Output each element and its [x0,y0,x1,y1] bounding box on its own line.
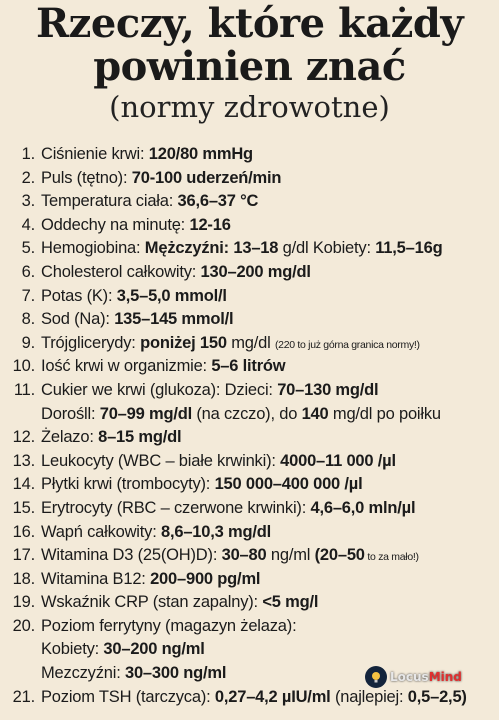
list-item [0,379,499,403]
item-value: Mężczyźni: 13–18 [144,239,279,258]
item-text [41,332,420,358]
item-text [41,544,419,570]
item-text [41,237,442,261]
list-item [0,261,499,285]
brain-logo-icon [365,666,387,688]
item-text [41,379,378,403]
item-label: Cholesterol całkowity: [41,262,201,281]
item-label: Potas (K): [41,286,117,305]
item-label: Hemogiobina: [41,239,145,258]
item-value: 4,6–6,0 mln/µl [310,498,416,517]
item-number: 16. [12,522,35,541]
item-number: 20. [12,616,35,635]
item-value: 5–6 litrów [211,357,286,376]
item-mid: (na czczo), do [191,404,302,423]
item-note: to za mało!) [364,551,419,564]
item-value2: 11,5–16g [375,239,443,258]
item-value: 12-16 [189,215,231,234]
list-item [0,167,499,191]
item-number: 1. [21,145,35,163]
list-item [0,638,499,662]
item-text [41,143,253,167]
item-text [41,568,260,592]
item-label: Puls (tętno): [41,168,132,187]
list-item [0,143,499,167]
item-number: 7. [21,286,35,305]
item-label: Kobiety: [41,640,104,659]
item-value: 30–200 ng/ml [103,640,205,659]
item-value: 4000–11 000 /µl [280,451,396,470]
item-label: Oddechy na minutę: [41,215,190,234]
item-text [41,473,363,497]
watermark-brand [390,670,462,684]
item-unit: ng/ml [266,546,315,565]
item-text [41,167,281,191]
list-item [0,473,499,497]
watermark-brand-a: Locus [390,670,429,684]
item-number: 13. [12,451,35,470]
item-text [41,521,271,545]
item-value: 130–200 mg/dl [200,262,311,281]
item-value: 200–900 pg/ml [150,569,261,588]
list-item [0,450,499,474]
item-label: Mezczyźni: [41,664,125,683]
item-value: 70–130 mg/dl [277,380,379,399]
list-item [0,403,499,427]
item-number: 4. [21,215,35,234]
item-value: 36,6–37 °C [177,192,259,211]
item-text [41,190,258,214]
item-text [41,308,233,332]
item-value: 150 000–400 000 /µl [214,475,363,494]
list-item [0,686,499,710]
item-number: 10. [12,357,35,376]
item-value: 3,5–5,0 mmol/l [116,286,227,305]
list-item [0,521,499,545]
item-number: 21. [12,687,35,706]
item-number: 18. [12,569,35,588]
item-label: Wskaźnik CRP (stan zapalny): [41,593,263,612]
watermark-brand-b: Mind [428,670,462,684]
item-value: 120/80 mmHg [148,145,253,163]
list-item [0,544,499,568]
item-label: Witamina B12: [41,569,151,588]
list-item [0,426,499,450]
list-item [0,615,499,639]
item-value: 70-100 uderzeń/min [131,168,282,187]
item-value: 135–145 mmol/l [114,310,234,329]
item-label: Trójglicerydy: [41,333,141,352]
title-line-1: Rzeczy, które każdy [35,0,464,47]
item-label: Erytrocyty (RBC – czerwone krwinki): [41,498,311,517]
item-text [41,403,441,427]
item-text [41,662,226,686]
title-line-2: powinien znać [93,43,406,90]
item-unit: g/dl Kobiety: [278,239,376,258]
item-text [41,450,396,474]
item-text [41,285,227,309]
item-label: Poziom TSH (tarczyca): [41,687,215,706]
item-text [41,355,285,379]
item-text [41,615,296,639]
item-label: Ciśnienie krwi: [41,145,149,163]
item-text [41,591,318,615]
item-number: 2. [21,168,35,187]
item-value: 8,6–10,3 mg/dl [160,522,271,541]
list-item [0,591,499,615]
list-item [0,568,499,592]
item-number: 12. [12,428,35,447]
list-item [0,497,499,521]
item-value: 70–99 mg/dl [99,404,192,423]
item-label: Temperatura ciała: [41,192,178,211]
item-value2: 0,5–2,5) [407,687,467,706]
item-label: Wapń całkowity: [41,522,161,541]
item-label: Iość krwi w organizmie: [41,357,212,376]
item-unit: mg/dl [226,333,275,352]
item-label: Witamina D3 (25(OH)D): [41,546,222,565]
item-number: 9. [21,333,35,352]
item-text [41,686,467,710]
item-text [41,426,181,450]
item-value: poniżej 150 [140,333,227,352]
item-value: 30–300 ng/ml [124,664,227,683]
list-item [0,214,499,238]
item-tail: mg/dl po poiłku [328,404,441,423]
list-item [0,190,499,214]
item-label: Dorośll: [41,404,100,423]
item-text [41,214,231,238]
item-number: 15. [12,498,35,517]
item-label: Żelazo: [41,428,99,447]
norms-list [0,143,499,709]
item-number: 8. [21,310,35,329]
item-value2: 140 [301,404,329,423]
item-unit: (najlepiej: [330,687,408,706]
list-item [0,355,499,379]
page-subtitle: (normy zdrowotne) [109,90,390,124]
item-number: 14. [12,475,35,494]
page-title [0,2,499,88]
item-text [41,638,205,662]
item-note: (220 to już górna granica normy!) [274,338,420,351]
item-number: 11. [13,380,35,399]
item-text [41,261,311,285]
item-label: Poziom ferrytyny (magazyn żelaza): [41,616,297,635]
item-number: 19. [12,593,35,612]
item-value: 8–15 mg/dl [98,428,182,447]
item-value: 30–80 [221,546,267,565]
item-number: 6. [21,262,35,281]
item-value: <5 mg/l [262,593,319,612]
item-label: Cukier we krwi (glukoza): Dzieci: [41,380,278,399]
item-value2: (20–50 [314,546,365,565]
item-label: Sod (Na): [41,310,115,329]
list-item [0,308,499,332]
item-number: 3. [21,192,35,211]
item-number: 5. [21,239,35,258]
item-label: Leukocyty (WBC – białe krwinki): [41,451,281,470]
watermark [365,665,462,689]
item-number: 17. [12,546,35,565]
item-text [41,497,415,521]
list-item [0,332,499,356]
list-item [0,285,499,309]
item-value: 0,27–4,2 µIU/ml [214,687,331,706]
item-label: Płytki krwi (trombocyty): [41,475,215,494]
list-item [0,237,499,261]
